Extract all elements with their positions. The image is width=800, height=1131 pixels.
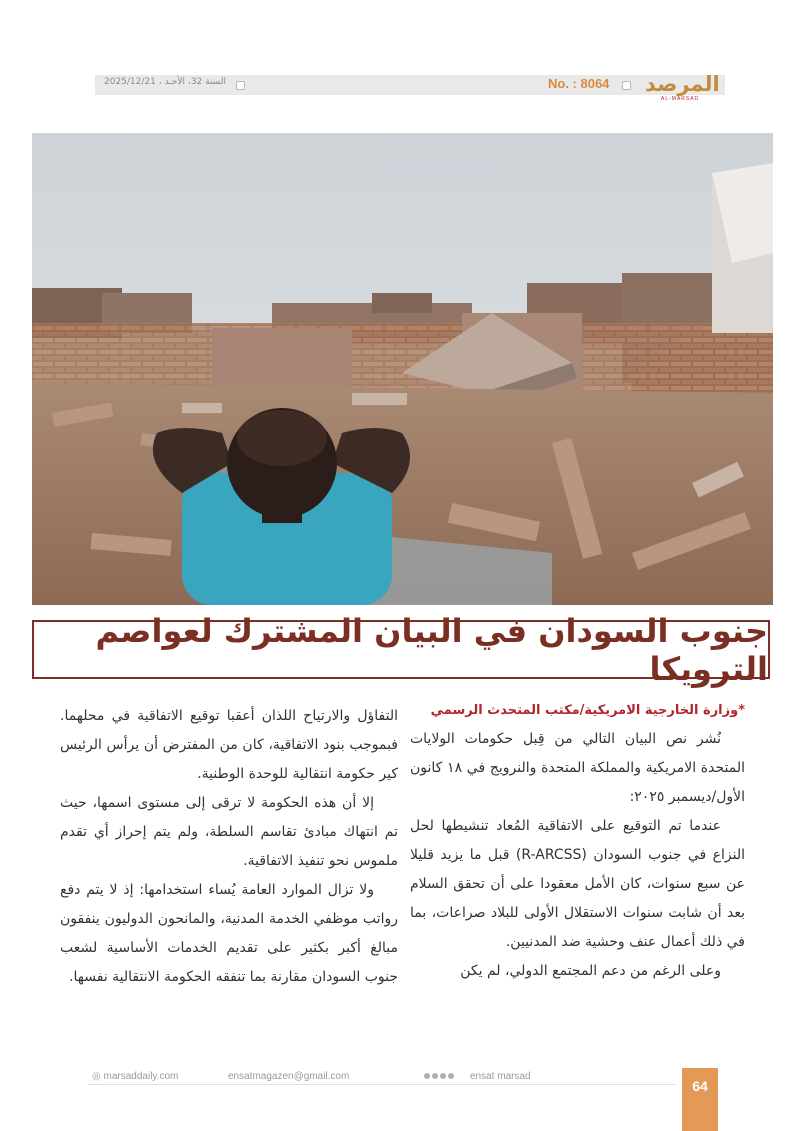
twitter-icon[interactable] — [432, 1073, 438, 1079]
paragraph: وعلى الرغم من دعم المجتمع الدولي، لم يكن — [460, 963, 721, 979]
footer-social-handle[interactable]: ensat marsad — [470, 1071, 531, 1082]
facebook-icon[interactable] — [424, 1073, 430, 1079]
logo-text: المرصد — [645, 72, 720, 96]
article-byline: *وزارة الخارجية الامريكية/مكتب المتحدث الرسمي — [430, 703, 745, 718]
page-number: 64 — [692, 1078, 708, 1094]
paragraph: التفاؤل والارتياح اللذان أعقبا توقيع الاتفاقية في محلهما. فبموجب بنود الاتفاقية، كان من المفترض أن يرأس الرئيس كير حكومة انتقالية للوحدة الوطنية. — [60, 708, 398, 782]
title-box — [32, 611, 770, 688]
issue-date: السنة 32، الأحـد ، 2025/12/21 — [104, 77, 226, 87]
youtube-icon[interactable] — [448, 1073, 454, 1079]
logo-subtext: AL-MARSAD — [661, 96, 700, 102]
footer-website: marsaddaily.com — [103, 1071, 179, 1082]
paragraph: عندما تم التوقيع على الاتفاقية المُعاد تنشيطها لحل النزاع في جنوب السودان (R-ARCSS) قبل ما يزيد قليلا عن سبع سنوات، كان الأمل معقودا على أن تحقق السلام بعد أن شابت سنوات الاستقلال الأولى للبلاد صراعات، بما في ذلك أعمال عنف وحشية ضد المدنيين. — [410, 818, 745, 950]
article-column-right — [410, 696, 745, 986]
article-photo — [32, 133, 773, 605]
article-title: جنوب السودان في البيان المشترك لعواصم الترويكا — [95, 611, 768, 688]
page-number-box — [682, 1068, 718, 1131]
issue-number: No. : 8064 — [548, 76, 610, 91]
footer-email-link[interactable]: ensatmagazen@gmail.com — [228, 1071, 350, 1082]
masthead-logo — [645, 72, 725, 104]
globe-icon: ◎ — [92, 1071, 101, 1082]
instagram-icon[interactable] — [440, 1073, 446, 1079]
paragraph: ولا تزال الموارد العامة يُساء استخدامها: إذ لا يتم دفع رواتب موظفي الخدمة المدنية، والمانحون الدوليون ينفقون مبالغ أكبر بكثير على تقديم الخدمات الأساسية لشعب جنوب السودان مقارنة بما تنفقه الحكومة الانتقالية نفسها. — [60, 882, 398, 985]
paragraph: إلا أن هذه الحكومة لا ترقى إلى مستوى اسمها، حيث تم انتهاك مبادئ تقاسم السلطة، ولم يتم إحراز أي تقدم ملموس نحو تنفيذ الاتفاقية. — [60, 795, 398, 869]
social-icons — [424, 1073, 454, 1079]
footer-divider — [88, 1084, 676, 1085]
date-marker-icon — [236, 81, 245, 90]
article-column-left — [60, 702, 398, 992]
paragraph: نُشر نص البيان التالي من قِبل حكومات الولايات المتحدة الامريكية والمملكة المتحدة والنرويج في ١٨ كانون الأول/ديسمبر ٢٠٢٥: — [410, 731, 745, 805]
issue-marker-icon — [622, 81, 631, 90]
footer-website-link[interactable] — [92, 1071, 178, 1082]
